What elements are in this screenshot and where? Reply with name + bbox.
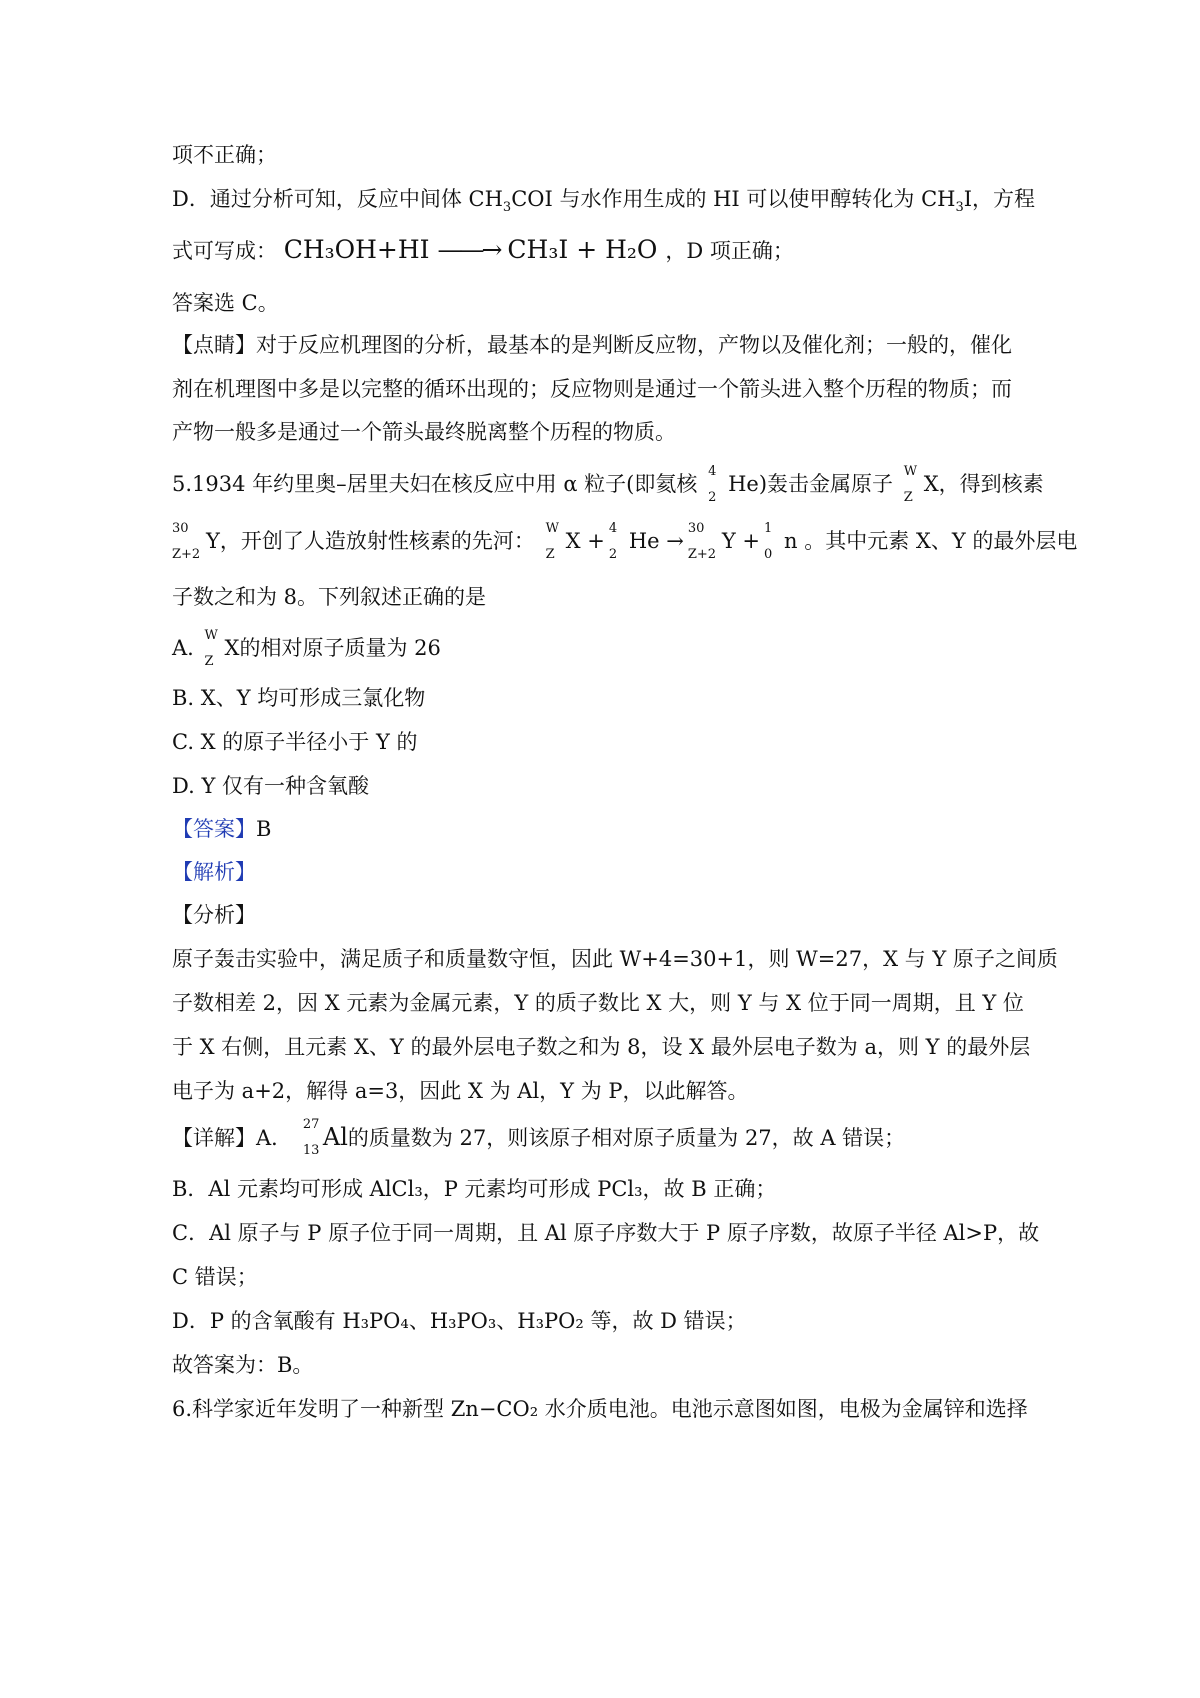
atomic-number: 0	[764, 547, 773, 562]
equation-lhs: CH₃OH+HI	[283, 235, 430, 264]
element-symbol: X	[565, 529, 581, 553]
atomic-number: Z	[545, 547, 555, 562]
text-line	[172, 184, 1035, 214]
text-span: 。其中元素 X、Y 的最外层电	[804, 529, 1078, 553]
reaction-arrow: →	[666, 529, 684, 553]
analysis-text: 子数相差 2，因 X 元素为金属元素，Y 的质子数比 X 大，则 Y 与 X 位于同一周期，且 Y 位	[172, 991, 1024, 1015]
reaction-arrow: ——→	[437, 235, 500, 264]
answer-line	[172, 814, 271, 844]
text-line: 项不正确；	[172, 143, 277, 167]
element-symbol: n	[784, 529, 798, 553]
y-nuclide	[172, 521, 220, 562]
atomic-number: Z	[903, 490, 913, 505]
atomic-number: Z+2	[687, 547, 717, 562]
atomic-number: 2	[708, 490, 717, 505]
text-span: ，开创了人造放射性核素的先河：	[219, 529, 535, 553]
option-b: B. X、Y 均可形成三氯化物	[172, 686, 426, 710]
plus-sign: +	[742, 529, 761, 553]
helium-nuclide	[708, 464, 759, 505]
element-symbol: Al	[322, 1123, 348, 1151]
text-span: )轰击金属原子	[758, 472, 894, 496]
text-line	[172, 235, 794, 266]
text-span: D．通过分析可知，反应中间体 CH	[172, 187, 503, 211]
al-nuclide	[302, 1117, 348, 1158]
text-span: 【详解】A．	[172, 1126, 293, 1150]
mass-number: W	[204, 628, 218, 643]
text-span: I，方程	[963, 187, 1036, 211]
answer-label: 【答案】	[172, 817, 256, 841]
element-symbol: X	[224, 636, 240, 660]
x-nuclide	[545, 521, 581, 562]
detail-c-cont: C 错误；	[172, 1265, 258, 1289]
mass-number: W	[545, 521, 559, 536]
detail-d: D．P 的含氧酸有 H₃PO₄、H₃PO₃、H₃PO₂ 等，故 D 错误；	[172, 1309, 747, 1333]
option-d: D. Y 仅有一种含氧酸	[172, 774, 369, 798]
note-line: 产物一般多是通过一个箭头最终脱离整个历程的物质。	[172, 420, 676, 444]
mass-number: 1	[764, 521, 773, 536]
atomic-number: Z+2	[172, 547, 201, 562]
helium-nuclide	[608, 521, 660, 562]
neutron	[764, 521, 798, 562]
note-line: 剂在机理图中多是以完整的循环出现的；反应物则是通过一个箭头进入整个历程的物质；而	[172, 377, 1012, 401]
element-symbol: He	[628, 529, 660, 553]
mass-number: 27	[302, 1117, 320, 1132]
y-nuclide	[687, 521, 736, 562]
mass-number: 30	[172, 521, 189, 536]
x-nuclide	[903, 464, 939, 505]
element-symbol: Y	[206, 529, 220, 553]
detail-c: C．Al 原子与 P 原子位于同一周期，且 Al 原子序数大于 P 原子序数，故原子半径 Al>P，故	[172, 1221, 1040, 1245]
text-span: ，得到核素	[938, 472, 1044, 496]
element-symbol: He	[728, 472, 759, 496]
analysis-label: 【解析】	[172, 860, 256, 884]
text-span: COI 与水作用生成的 HI 可以使甲醇转化为 CH	[511, 187, 956, 211]
answer-value: B	[256, 817, 272, 841]
final-answer: 故答案为：B。	[172, 1353, 314, 1377]
question-stem: 子数之和为 8。下列叙述正确的是	[172, 585, 487, 609]
equation	[284, 235, 666, 264]
subscript: 3	[955, 200, 964, 216]
mass-number: 4	[608, 521, 618, 536]
question-stem	[172, 521, 1078, 562]
atomic-number: Z	[204, 654, 214, 669]
atomic-number: 2	[608, 547, 618, 562]
analysis-text: 电子为 a+2，解得 a=3，因此 X 为 Al，Y 为 P，以此解答。	[172, 1079, 749, 1103]
x-nuclide	[204, 628, 240, 669]
text-span: 式可写成：	[172, 239, 277, 263]
text-span: ，D 项正确；	[665, 239, 794, 263]
plus-sign: +	[587, 529, 605, 553]
option-a	[172, 628, 441, 669]
text-span: 的质量数为 27，则该原子相对原子质量为 27，故 A 错误；	[347, 1126, 906, 1150]
option-c: C. X 的原子半径小于 Y 的	[172, 730, 418, 754]
question-6: 6.科学家近年发明了一种新型 Zn−CO₂ 水介质电池。电池示意图如图，电极为金属锌和选择	[172, 1397, 1028, 1421]
analysis-text: 原子轰击实验中，满足质子和质量数守恒，因此 W+4=30+1，则 W=27，X 与 Y 原子之间质	[172, 947, 1058, 971]
analysis-text: 于 X 右侧，且元素 X、Y 的最外层电子数之和为 8，设 X 最外层电子数为 a，则 Y 的最外层	[172, 1035, 1031, 1059]
text-span: 5.1934 年约里奥–居里夫妇在核反应中用 α 粒子(即氦核	[172, 472, 698, 496]
option-text: 的相对原子质量为 26	[239, 636, 441, 660]
question-stem	[172, 464, 1044, 505]
mass-number: W	[903, 464, 918, 479]
fenxi-label: 【分析】	[172, 903, 256, 927]
note-line: 【点睛】对于反应机理图的分析，最基本的是判断反应物，产物以及催化剂；一般的，催化	[172, 333, 1012, 357]
atomic-number: 13	[302, 1143, 320, 1158]
mass-number: 30	[687, 521, 705, 536]
element-symbol: X	[923, 472, 939, 496]
mass-number: 4	[708, 464, 717, 479]
option-label: A.	[172, 636, 194, 660]
element-symbol: Y	[721, 529, 736, 553]
detail-b: B．Al 元素均可形成 AlCl₃，P 元素均可形成 PCl₃，故 B 正确；	[172, 1177, 777, 1201]
subscript: 3	[502, 200, 512, 216]
nuclear-equation	[542, 521, 805, 562]
text-line: 答案选 C。	[172, 291, 279, 315]
equation-rhs: CH₃I + H₂O	[507, 235, 658, 264]
detail-a	[172, 1117, 906, 1158]
